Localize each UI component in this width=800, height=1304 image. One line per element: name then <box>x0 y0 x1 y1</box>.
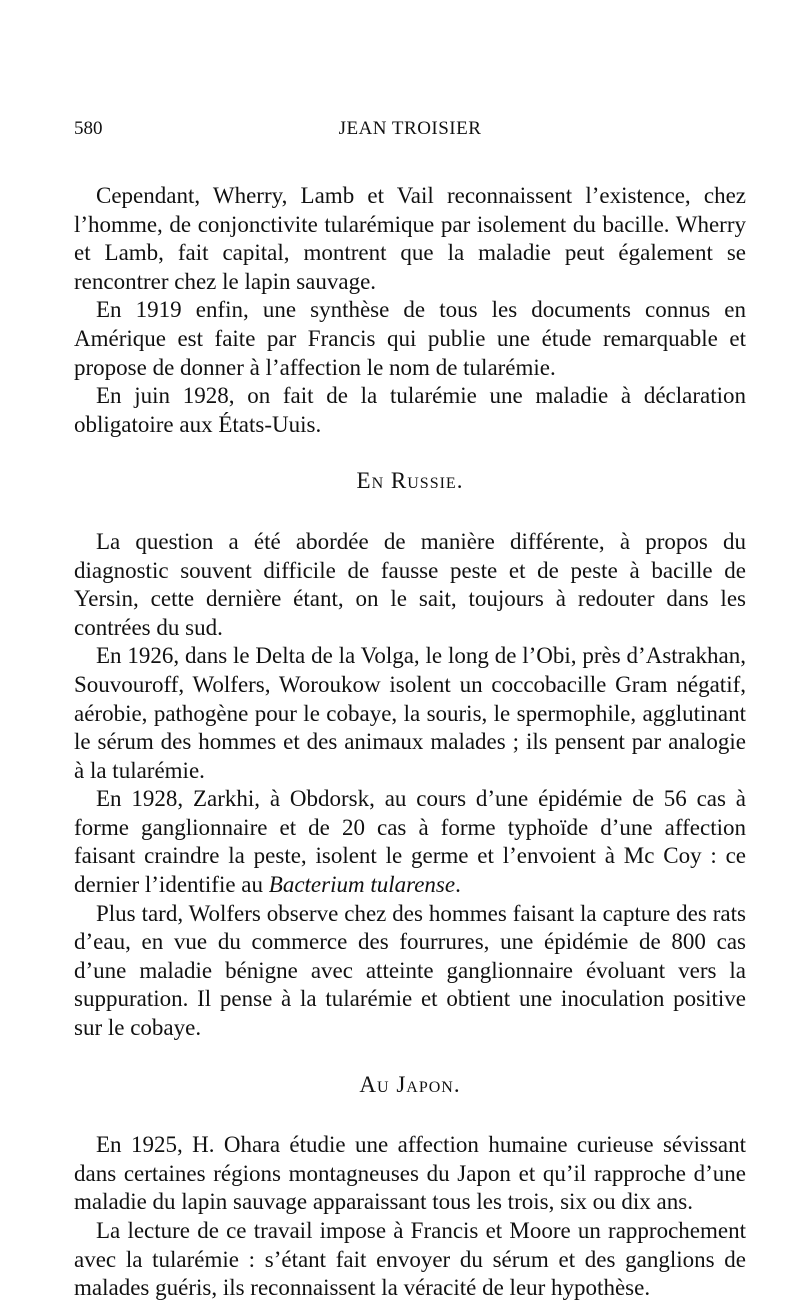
page-header <box>74 118 746 146</box>
paragraph: En 1926, dans le Delta de la Volga, le long de l’Obi, près d’Astrakhan, Souvouroff, Wolfers, Woroukow isolent un coccobacille Gram négatif, aérobie, pathogène pour le cobaye, la souris, le spermophile, agglutinant le sérum des hommes et des animaux malades ; ils pensent par analogie à la tularémie. <box>74 643 746 783</box>
page-body <box>74 182 746 1303</box>
paragraph-text: En 1928, Zarkhi, à Obdorsk, au cours d’une épidémie de 56 cas à forme ganglionnaire et de 20 cas à forme typhoïde d’une affection faisant craindre la peste, isolent le germe et l’envoient à Mc Coy : ce dernier l’identifie au <box>74 786 746 898</box>
paragraph: Plus tard, Wolfers observe chez des hommes faisant la capture des rats d’eau, en vue du commerce des fourrures, une épidémie de 800 cas d’une maladie bénigne avec atteinte ganglionnaire évoluant vers la suppuration. Il pense à la tularémie et obtient une inoculation positive sur le cobaye. <box>74 900 746 1041</box>
running-head: JEAN TROISIER <box>338 118 482 139</box>
species-name: Bacterium tularense <box>268 872 456 898</box>
section-heading-japon: Au Japon. <box>359 1071 461 1097</box>
paragraph: Cependant, Wherry, Lamb et Vail reconnaissent l’existence, chez l’homme, de conjonctivite tularémique par isolement du bacille. Wherry et Lamb, fait capital, montrent que la maladie peut également se rencontrer chez le lapin sauvage. <box>74 183 746 294</box>
paragraph: La question a été abordée de manière différente, à propos du diagnostic souvent difficile de fausse peste et de peste à bacille de Yersin, cette dernière étant, on le sait, toujours à redouter dans les contrées du sud. <box>74 528 746 640</box>
paragraph: La lecture de ce travail impose à Francis et Moore un rapprochement avec la tularémie : s’étant fait envoyer du sérum et des ganglions de malades guéris, ils reconnaissent la véracité de leur hypothèse. <box>74 1218 746 1301</box>
paragraph: En 1919 enfin, une synthèse de tous les documents connus en Amérique est faite par Francis qui publie une étude remarquable et propose de donner à l’affection le nom de tularémie. <box>74 297 746 380</box>
paragraph-end: . <box>455 872 461 898</box>
page-number: 580 <box>74 118 103 139</box>
section-heading-russie: En Russie. <box>356 468 464 494</box>
paragraph: En juin 1928, on fait de la tularémie une maladie à déclaration obligatoire aux États-Uuis. <box>74 383 746 437</box>
paragraph <box>74 785 746 899</box>
paragraph: En 1925, H. Ohara étudie une affection humaine curieuse sévissant dans certaines régions montagneuses du Japon et qu’il rapproche d’une maladie du lapin sauvage apparaissant tous les trois, six ou dix ans. <box>74 1132 746 1215</box>
